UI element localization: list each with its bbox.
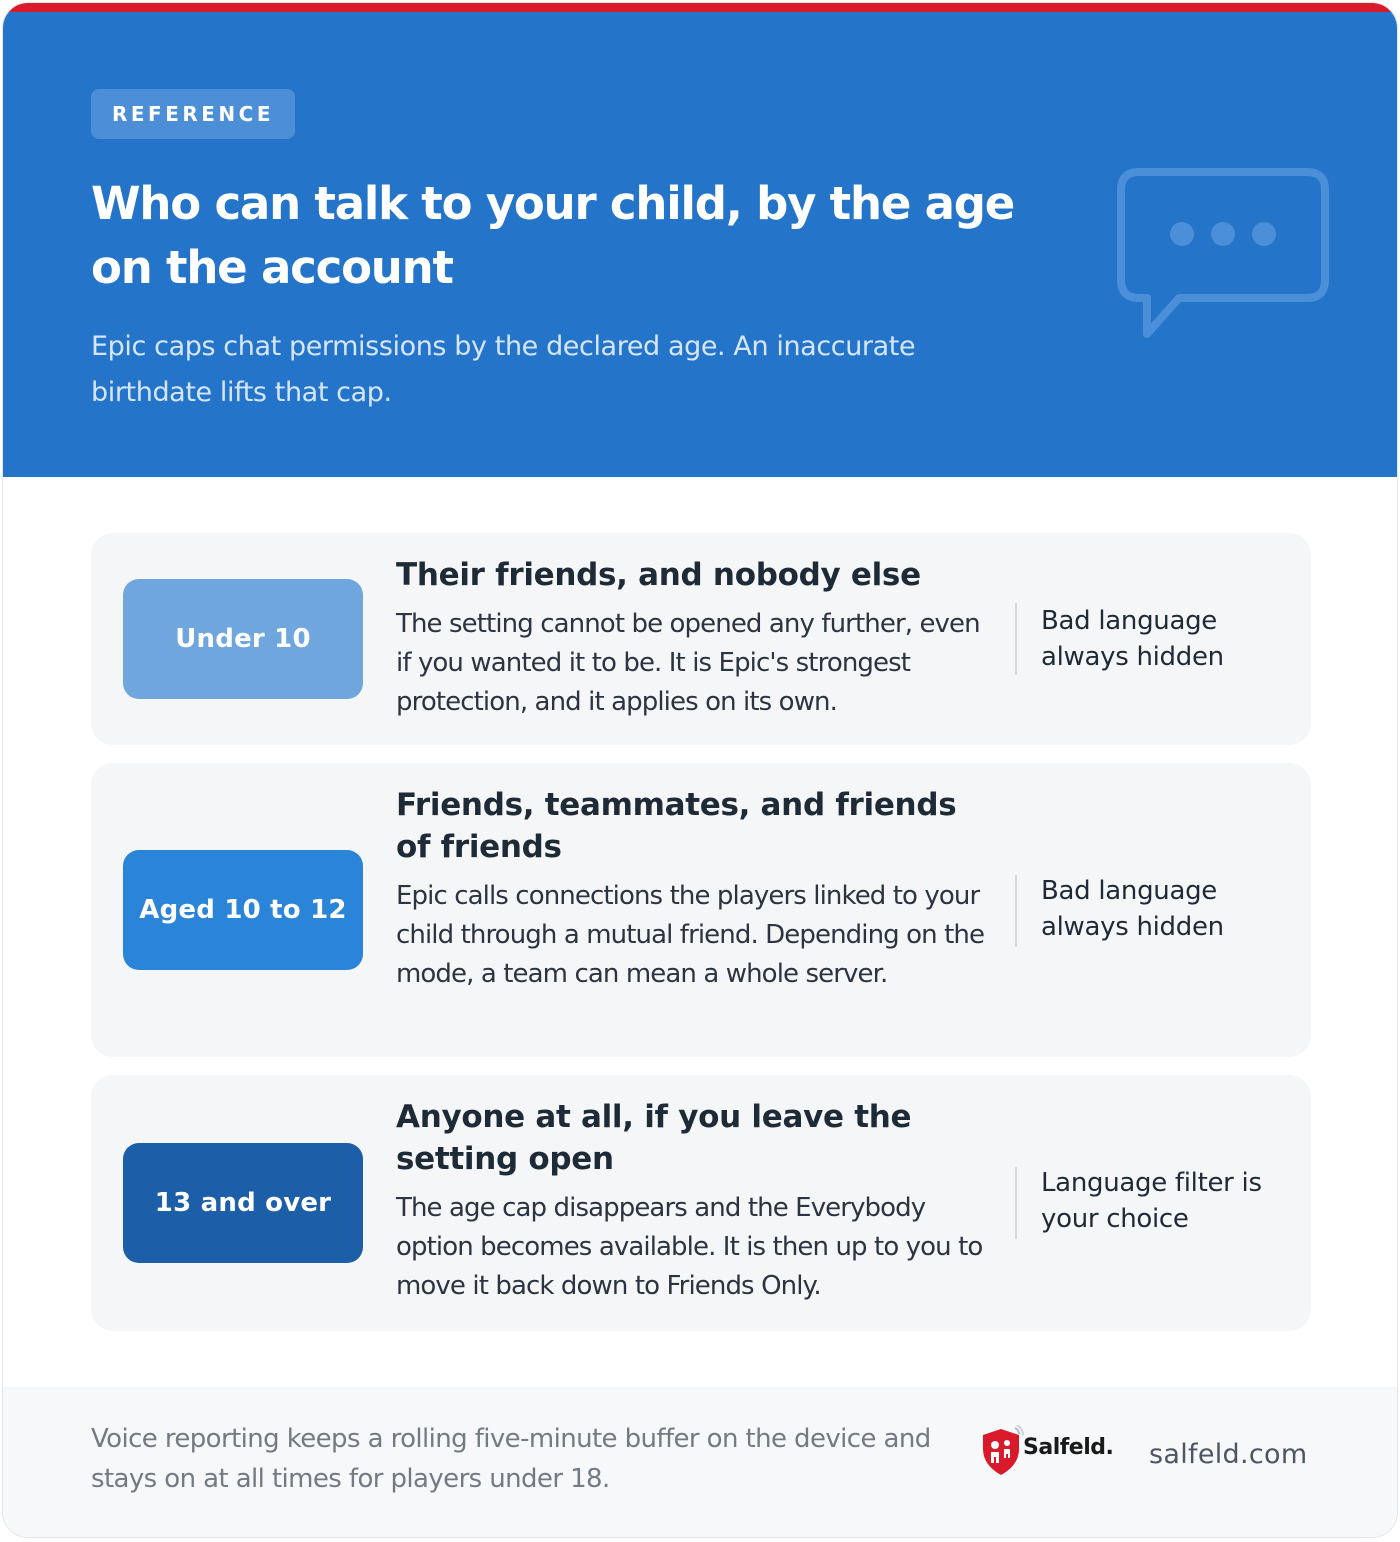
language-note: Language filter is your choice: [1041, 1168, 1262, 1234]
age-badge: Aged 10 to 12: [123, 850, 363, 970]
top-accent-rule: [3, 3, 1397, 12]
chat-bubble-icon: [1117, 168, 1329, 344]
logo-wordmark: Salfeld.: [1023, 1435, 1114, 1460]
row-divider: [1015, 1167, 1017, 1239]
footer-note: Voice reporting keeps a rolling five-minute buffer on the device and stays on at all times for players under 18.: [91, 1424, 931, 1494]
footer: [3, 1387, 1397, 1538]
row-description: The setting cannot be opened any further, even if you wanted it to be. It is Epic's strongest protection, and it applies on its own.: [396, 609, 980, 717]
reference-card: [2, 2, 1398, 1538]
row-title: Friends, teammates, and friends of friends: [396, 787, 957, 865]
salfeld-logo: [979, 1425, 1119, 1477]
age-row-13-and-over: [91, 1075, 1311, 1331]
shield-logo-icon: [979, 1425, 1025, 1477]
header: [3, 12, 1397, 477]
eyebrow-label: REFERENCE: [91, 89, 295, 139]
row-description: The age cap disappears and the Everybody option becomes available. It is then up to you to move it back down to Friends Only.: [396, 1193, 983, 1301]
page-subtitle: Epic caps chat permissions by the declared age. An inaccurate birthdate lifts that cap.: [91, 331, 916, 408]
row-divider: [1015, 875, 1017, 947]
row-divider: [1015, 603, 1017, 675]
age-badge: 13 and over: [123, 1143, 363, 1263]
age-row-under-10: [91, 533, 1311, 745]
age-row-10-to-12: [91, 763, 1311, 1057]
row-description: Epic calls connections the players linked to your child through a mutual friend. Depending on the mode, a team can mean a whole server.: [396, 881, 985, 989]
language-note: Bad language always hidden: [1041, 876, 1224, 942]
row-title: Their friends, and nobody else: [396, 557, 921, 593]
age-badge: Under 10: [123, 579, 363, 699]
row-title: Anyone at all, if you leave the setting open: [396, 1099, 912, 1177]
language-note: Bad language always hidden: [1041, 606, 1224, 672]
footer-url-link[interactable]: salfeld.com: [1149, 1439, 1308, 1470]
page-title: Who can talk to your child, by the age on the account: [91, 177, 1015, 294]
